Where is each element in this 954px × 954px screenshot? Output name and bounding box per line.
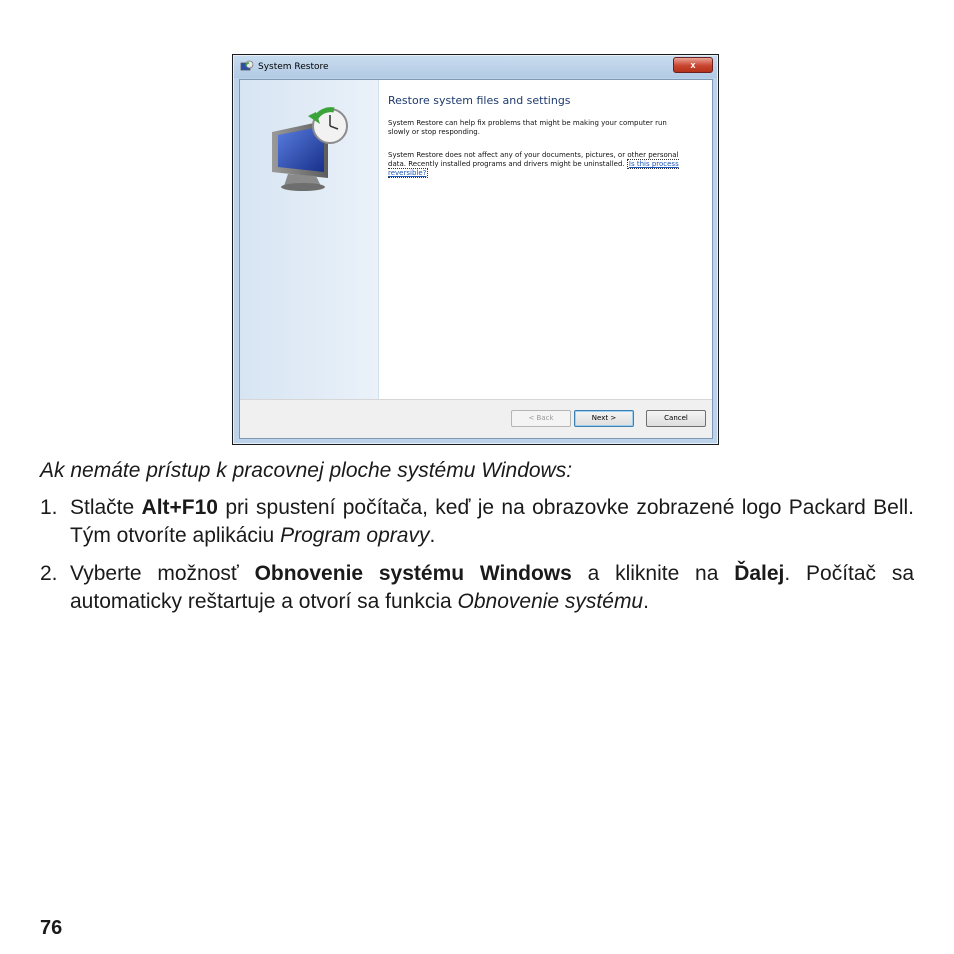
close-button[interactable] <box>673 57 713 73</box>
title-bar[interactable] <box>234 56 717 78</box>
description-paragraph-1: System Restore can help fix problems that might be making your computer run slowly or stop responding. <box>388 119 667 136</box>
window-title: System Restore <box>258 62 329 72</box>
close-icon: x <box>690 60 696 70</box>
button-name: Ďalej <box>734 562 785 585</box>
paragraph-2-text: System Restore does not affect any of your documents, pictures, or other personal data. Recently installed programs and drivers might be uninstalled. <box>388 151 679 168</box>
steps-list <box>40 494 914 626</box>
step-2 <box>40 560 914 616</box>
step-number: 2. <box>40 562 58 585</box>
description-paragraph-2 <box>388 151 680 178</box>
step-text: a kliknite na <box>571 562 735 585</box>
step-1 <box>40 494 914 550</box>
step-text: Vyberte možnosť <box>70 562 255 585</box>
system-restore-window <box>232 54 719 445</box>
next-button[interactable]: Next > <box>574 410 634 427</box>
step-text: pri spustení počítača, keď je na obrazovke zobrazené logo Packard Bell. Tým otvoríte aplikáciu <box>70 496 914 547</box>
feature-name: Obnovenie systému <box>457 590 644 613</box>
cancel-button[interactable]: Cancel <box>646 410 706 427</box>
step-text: . <box>643 590 649 613</box>
side-panel <box>240 80 379 402</box>
monitor-restore-clock-icon <box>266 102 358 194</box>
step-text: . <box>429 524 436 547</box>
reversible-link[interactable]: Is this process reversible? <box>388 160 679 177</box>
step-text: Stlačte <box>70 496 142 519</box>
step-number: 1. <box>40 496 58 519</box>
key-combo: Alt+F10 <box>141 496 218 519</box>
option-name: Obnovenie systému Windows <box>254 562 572 585</box>
step-text: . Počítač sa automaticky reštartuje a otvorí sa funkcia <box>70 562 914 613</box>
back-button[interactable]: < Back <box>511 410 571 427</box>
page-number: 76 <box>40 917 63 939</box>
intro-text: Ak nemáte prístup k pracovnej ploche systému Windows: <box>40 459 573 482</box>
dialog-heading: Restore system files and settings <box>388 94 571 107</box>
app-name: Program opravy <box>280 524 430 547</box>
button-bar <box>240 399 712 438</box>
system-restore-icon <box>240 60 254 74</box>
dialog-client-area <box>239 79 713 439</box>
content-area <box>388 90 698 178</box>
